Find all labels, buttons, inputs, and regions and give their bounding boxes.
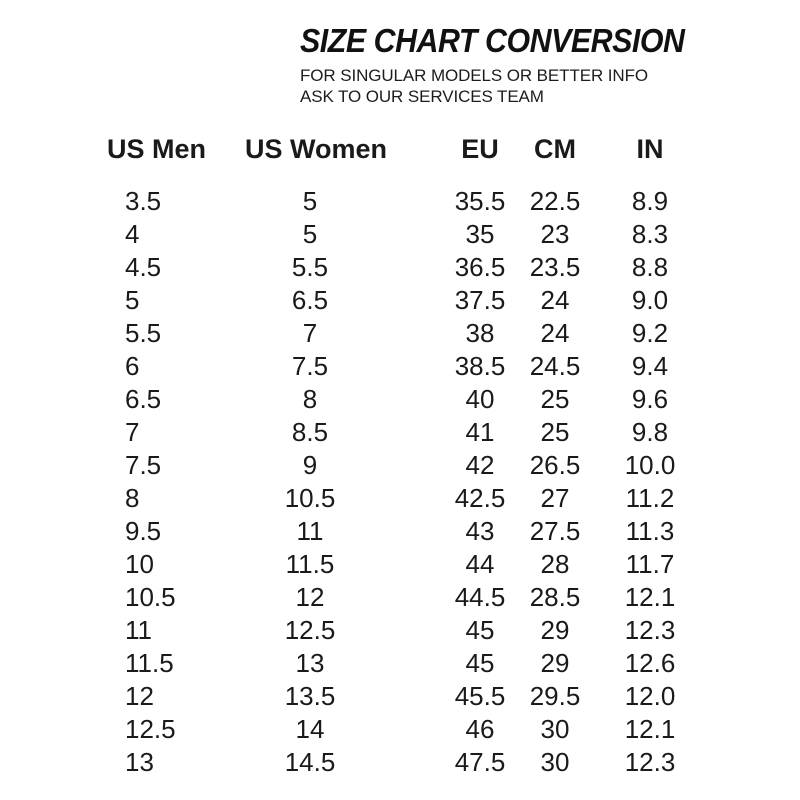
cell-eu: 43 (465, 516, 495, 546)
table-row (107, 218, 680, 251)
cell-eu: 45.5 (454, 681, 506, 711)
cell-in: 8.8 (631, 252, 669, 282)
table-row (107, 449, 680, 482)
cell-cm: 30 (540, 714, 570, 744)
table-row (107, 383, 680, 416)
cell-cm: 23.5 (529, 252, 581, 282)
cell-eu: 41 (465, 417, 495, 447)
cell-eu: 42 (465, 450, 495, 480)
cell-cm: 29 (540, 648, 570, 678)
cell-cm: 29.5 (529, 681, 581, 711)
cell-us-men: 5.5 (125, 318, 162, 348)
header (300, 24, 718, 107)
column-header-us-men: US Men (107, 134, 207, 164)
table-row (107, 482, 680, 515)
cell-eu: 38.5 (454, 351, 506, 381)
cell-in: 9.0 (631, 285, 669, 315)
cell-eu: 35 (465, 219, 495, 249)
cell-cm: 24 (540, 318, 570, 348)
table-row (107, 416, 680, 449)
cell-cm: 25 (540, 384, 570, 414)
subtitle-line-1: FOR SINGULAR MODELS OR BETTER INFO (300, 66, 648, 85)
cell-us-men: 11 (125, 615, 152, 645)
cell-us-men: 11.5 (125, 648, 174, 678)
cell-eu: 45 (465, 648, 495, 678)
subtitle-line-2: ASK TO OUR SERVICES TEAM (300, 87, 544, 106)
cell-eu: 40 (465, 384, 495, 414)
cell-us-women: 9 (302, 450, 318, 480)
cell-in: 9.4 (631, 351, 669, 381)
cell-cm: 28.5 (529, 582, 581, 612)
cell-us-women: 7 (302, 318, 318, 348)
cell-us-women: 6.5 (291, 285, 329, 315)
table-row (107, 548, 680, 581)
cell-us-women: 14 (295, 714, 325, 744)
column-header-cm: CM (534, 134, 576, 164)
cell-us-women: 7.5 (291, 351, 329, 381)
cell-us-women: 5.5 (291, 252, 329, 282)
cell-in: 8.9 (631, 186, 669, 216)
table-row (107, 614, 680, 647)
column-header-us-women: US Women (245, 134, 388, 164)
cell-us-men: 13 (125, 747, 154, 777)
table-row (107, 680, 680, 713)
table-row (107, 251, 680, 284)
cell-in: 12.3 (624, 747, 676, 777)
table-row (107, 350, 680, 383)
cell-us-men: 12 (125, 681, 154, 711)
cell-cm: 24.5 (529, 351, 581, 381)
column-header-eu: EU (461, 134, 499, 164)
table-row (107, 713, 680, 746)
table-row (107, 185, 680, 218)
cell-in: 9.6 (631, 384, 669, 414)
cell-cm: 26.5 (529, 450, 581, 480)
cell-eu: 44 (465, 549, 495, 579)
cell-us-men: 3.5 (125, 186, 162, 216)
cell-us-men: 10 (125, 549, 154, 579)
cell-us-women: 10.5 (284, 483, 336, 513)
cell-us-women: 14.5 (284, 747, 336, 777)
cell-us-men: 7.5 (125, 450, 162, 480)
cell-eu: 46 (465, 714, 495, 744)
cell-us-men: 6 (125, 351, 140, 381)
cell-eu: 36.5 (454, 252, 506, 282)
cell-in: 12.6 (624, 648, 676, 678)
cell-cm: 22.5 (529, 186, 581, 216)
table-header-row (107, 133, 680, 166)
cell-in: 12.1 (624, 582, 676, 612)
cell-us-men: 8 (125, 483, 140, 513)
cell-in: 12.0 (624, 681, 676, 711)
cell-cm: 30 (540, 747, 570, 777)
cell-eu: 44.5 (454, 582, 506, 612)
cell-cm: 28 (540, 549, 570, 579)
cell-cm: 29 (540, 615, 570, 645)
cell-in: 9.8 (631, 417, 669, 447)
cell-us-men: 9.5 (125, 516, 162, 546)
cell-cm: 23 (540, 219, 570, 249)
cell-us-women: 12.5 (284, 615, 336, 645)
column-header-in: IN (636, 134, 664, 164)
cell-in: 11.7 (625, 549, 675, 579)
cell-eu: 47.5 (454, 747, 506, 777)
table-row (107, 746, 680, 779)
cell-us-women: 11.5 (285, 549, 335, 579)
cell-us-men: 4 (125, 219, 140, 249)
cell-in: 8.3 (631, 219, 669, 249)
cell-cm: 24 (540, 285, 570, 315)
cell-us-women: 8.5 (291, 417, 329, 447)
cell-us-women: 12 (295, 582, 325, 612)
cell-us-men: 12.5 (125, 714, 176, 744)
cell-us-women: 13.5 (284, 681, 336, 711)
cell-eu: 38 (465, 318, 495, 348)
cell-in: 12.3 (624, 615, 676, 645)
cell-eu: 35.5 (454, 186, 506, 216)
page-title: SIZE CHART CONVERSION (300, 22, 685, 59)
table-row (107, 581, 680, 614)
subtitle (300, 65, 718, 107)
cell-in: 11.3 (625, 516, 675, 546)
cell-in: 9.2 (631, 318, 669, 348)
cell-eu: 45 (465, 615, 495, 645)
cell-us-men: 10.5 (125, 582, 176, 612)
cell-us-women: 8 (302, 384, 318, 414)
cell-cm: 25 (540, 417, 570, 447)
cell-us-men: 7 (125, 417, 140, 447)
cell-in: 12.1 (624, 714, 676, 744)
cell-us-men: 4.5 (125, 252, 162, 282)
cell-in: 10.0 (624, 450, 676, 480)
size-conversion-table (107, 133, 680, 779)
table-row (107, 284, 680, 317)
cell-eu: 37.5 (454, 285, 506, 315)
cell-us-women: 13 (295, 648, 325, 678)
cell-in: 11.2 (625, 483, 675, 513)
cell-us-women: 5 (302, 219, 318, 249)
cell-us-women: 11 (296, 516, 324, 546)
table-row (107, 515, 680, 548)
cell-cm: 27 (540, 483, 570, 513)
table-body (107, 185, 680, 779)
cell-us-men: 6.5 (125, 384, 162, 414)
cell-us-women: 5 (302, 186, 318, 216)
cell-us-men: 5 (125, 285, 140, 315)
table-row (107, 317, 680, 350)
table-row (107, 647, 680, 680)
cell-eu: 42.5 (454, 483, 506, 513)
cell-cm: 27.5 (529, 516, 581, 546)
